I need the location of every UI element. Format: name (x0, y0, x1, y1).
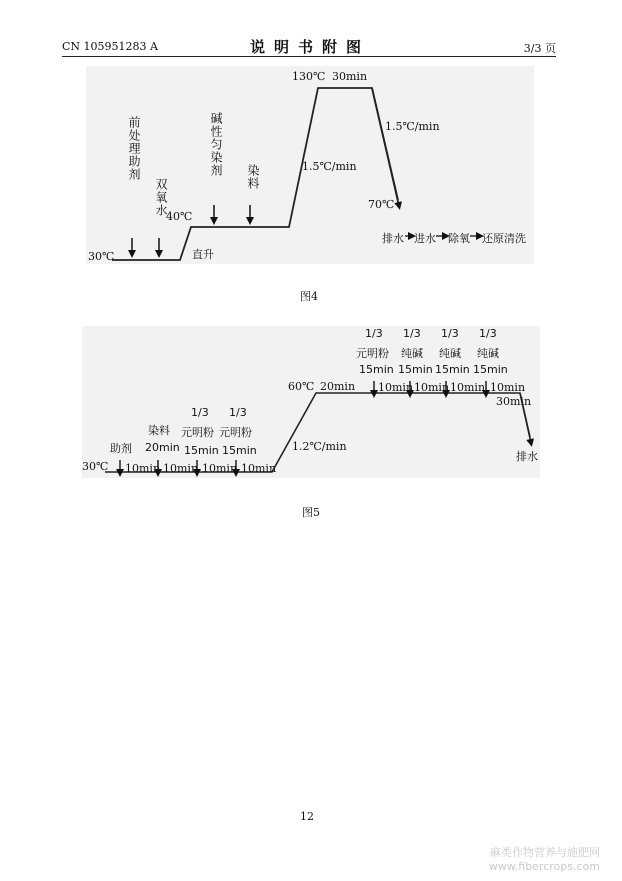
fig5-interval-high-1: 10min (378, 381, 414, 394)
fig5-add-1-name: 元明粉 (356, 347, 389, 360)
fig5-add-3-name: 纯碱 (439, 347, 461, 360)
fig4-rate-down: 1.5℃/min (385, 120, 440, 133)
fig4-start-temp: 30℃ (88, 250, 115, 263)
fig5-add-3-time: 15min (435, 363, 470, 376)
fig5-interval-high-2: 10min (414, 381, 450, 394)
fig5-final-hold: 30min (496, 395, 532, 408)
fig5-add-2-fraction: 1/3 (403, 327, 421, 340)
fig5-interval-low-1: 10min (125, 462, 161, 475)
fig5-drain-label: 排水 (516, 450, 538, 463)
fig5-rate-up: 1.2℃/min (292, 440, 347, 453)
fig4-temp-40: 40℃ (166, 210, 193, 223)
fig5-interval-low-4: 10min (241, 462, 277, 475)
fig5-interval-high-3: 10min (450, 381, 486, 394)
fig5-glauber-1-label: 元明粉 (181, 426, 214, 439)
figure-5-caption: 图5 (302, 506, 320, 519)
fig5-auxiliary-label: 助剂 (110, 442, 132, 455)
document-title: 说明书附图 (249, 38, 370, 56)
fig5-start-temp: 30℃ (82, 460, 109, 473)
fig4-rate-up: 1.5℃/min (302, 160, 357, 173)
watermark-line-2: www.fibercrops.com (488, 860, 600, 873)
fig4-dye-label: 染料 (246, 164, 260, 190)
fig5-interval-low-2: 10min (163, 462, 199, 475)
figure-4-caption: 图4 (300, 290, 318, 303)
fig5-add-2-time: 15min (398, 363, 433, 376)
fig4-seq-drain: 排水 (382, 232, 404, 245)
watermark-line-1: 麻类作物营养与施肥网 (490, 846, 600, 859)
fig5-dye-time: 20min (145, 441, 180, 454)
fig4-end-temp: 70℃ (368, 198, 395, 211)
fig5-glauber-2-fraction: 1/3 (229, 406, 247, 419)
fig4-seq-refill: 进水 (414, 232, 436, 245)
fig5-glauber-2-label: 元明粉 (219, 426, 252, 439)
site-watermark (489, 846, 600, 874)
fig4-hold-time: 30min (332, 70, 368, 83)
fig5-interval-high-4: 10min (490, 381, 526, 394)
fig5-dye-label: 染料 (148, 424, 170, 437)
fig5-add-3-fraction: 1/3 (441, 327, 459, 340)
page-indicator: 3/3 页 (523, 42, 556, 55)
fig4-peroxide-label: 双氧水 (154, 178, 168, 217)
patent-number: CN 105951283 A (62, 40, 158, 53)
fig4-seq-deoxygenate: 除氧 (448, 232, 470, 245)
fig5-add-1-fraction: 1/3 (365, 327, 383, 340)
fig5-add-2-name: 纯碱 (401, 347, 423, 360)
page-number: 12 (300, 810, 314, 823)
fig5-interval-low-3: 10min (202, 462, 238, 475)
fig4-pretreat-label: 前处理助剂 (127, 116, 141, 181)
fig5-add-4-fraction: 1/3 (479, 327, 497, 340)
fig4-top-temp: 130℃ (292, 70, 326, 83)
fig5-glauber-1-time: 15min (184, 444, 219, 457)
fig5-add-4-name: 纯碱 (477, 347, 499, 360)
fig4-alkali-leveler-label: 碱性匀染剂 (209, 112, 223, 177)
fig5-glauber-1-fraction: 1/3 (191, 406, 209, 419)
fig5-glauber-2-time: 15min (222, 444, 257, 457)
fig4-straight-rise: 直升 (192, 248, 214, 261)
fig4-seq-reduction-clear: 还原清洗 (482, 232, 526, 245)
fig5-hold-temp: 60℃ (288, 380, 315, 393)
fig5-add-4-time: 15min (473, 363, 508, 376)
fig5-add-1-time: 15min (359, 363, 394, 376)
fig5-hold-time: 20min (320, 380, 356, 393)
